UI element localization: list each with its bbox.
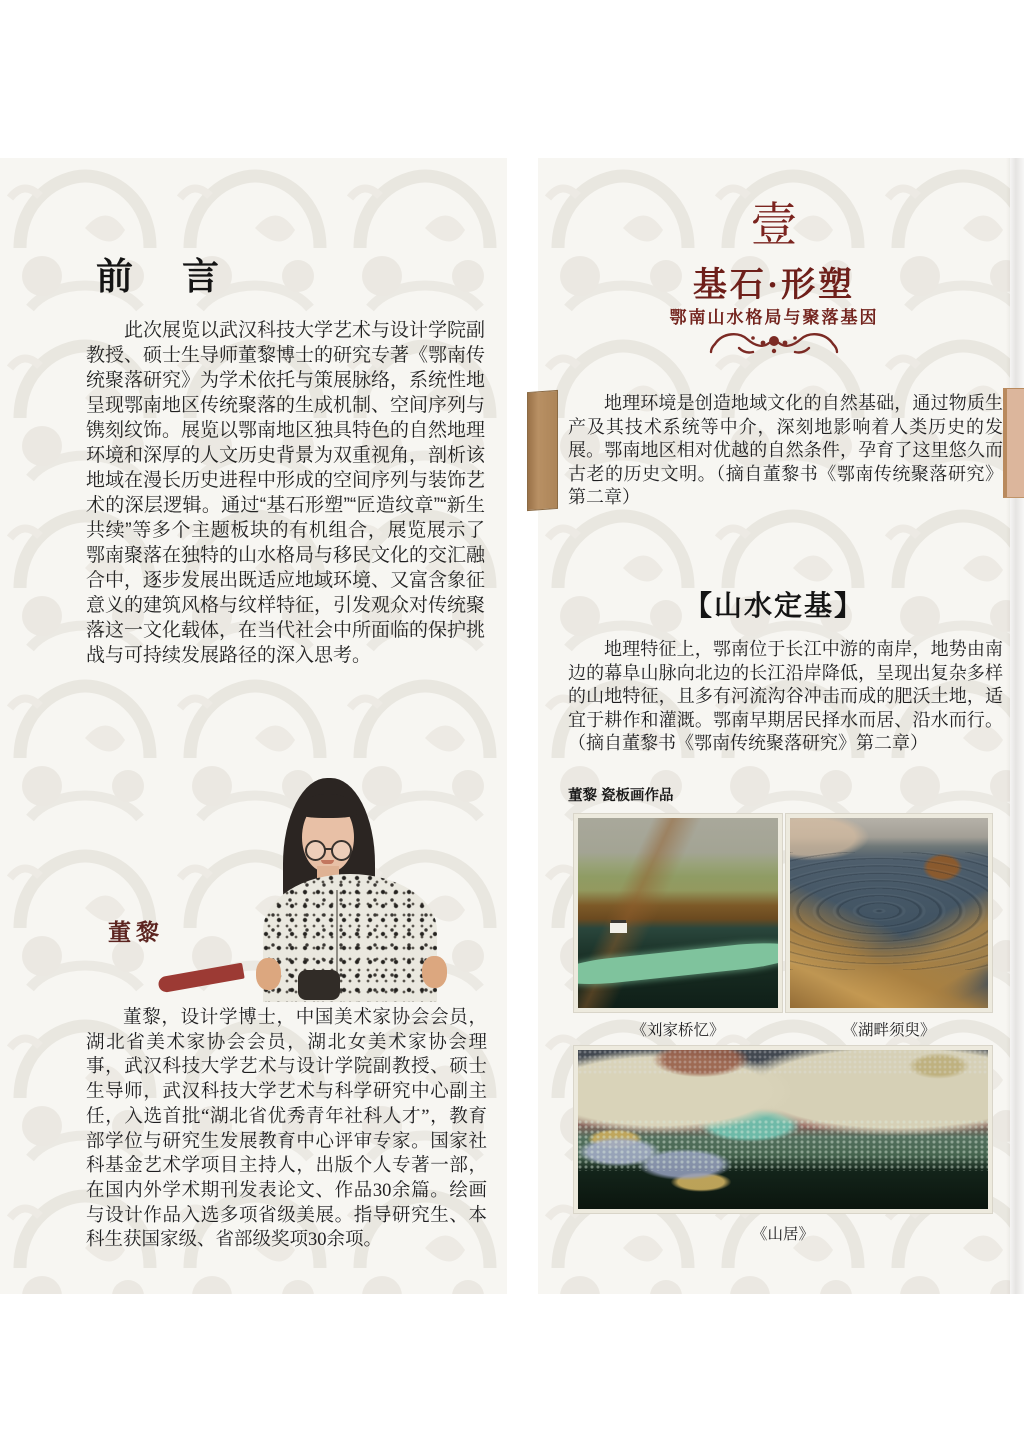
artwork-figure-shanju — [574, 1046, 992, 1243]
portrait-blouse — [263, 874, 437, 1002]
artwork-frame — [574, 1046, 992, 1213]
portrait-watch — [298, 970, 340, 1000]
artworks-group-caption: 董黎 瓷板画作品 — [568, 788, 674, 804]
page-title: 前 言 — [96, 257, 225, 298]
author-name-label: 董黎 — [108, 919, 164, 945]
artwork-image-hupan — [790, 818, 988, 1008]
artwork-image-liujiaqiao — [578, 818, 778, 1008]
portrait-right-hand — [422, 956, 447, 988]
chapter-number-seal: 壹 — [750, 200, 798, 252]
artwork-figure-hupan — [786, 814, 992, 1039]
glasses-right-lens — [331, 840, 352, 861]
preface-paragraph: 此次展览以武汉科技大学艺术与设计学院副教授、硕士生导师董黎博士的研究专著《鄂南传统聚落研究》为学术依托与策展脉络，系统性地呈现鄂南地区传统聚落的生成机制、空间序列与镌刻纹饰。展览以鄂南地区独具特色的自然地理环境和深厚的人文历史背景为双重视角，剖析该地域在漫长历史进程中形成的空间序列与装饰艺术的深层逻辑。通过“基石形塑”“匠造纹章”“新生共续”等多个主题板块的有机组合，展览展示了鄂南聚落在独特的山水格局与移民文化的交汇融合中，逐步发展出既适应地域环境、又富含象征意义的建筑风格与纹样特征，引发观众对传统聚落这一文化载体，在当代社会中所面临的保护挑战与可持续发展路径的深入思考。 — [86, 320, 486, 666]
author-bio: 董黎，设计学博士，中国美术家协会会员，湖北省美术家协会会员，湖北女美术家协会理事，武汉科技大学艺术与设计学院副教授、硕士生导师，武汉科技大学艺术与科学研究中心副主任，入选首批“湖北省优秀青年社科人才”，教育部学位与研究生发展教育中心评审专家。国家社科基金艺术学项目主持人，出版个人专著一部，在国内外学术期刊发表论文、作品30余篇。绘画与设计作品入选多项省级美展。指导研究生、本科生获国家级、省部级奖项30余项。 — [86, 1008, 487, 1251]
glasses-bridge — [324, 848, 333, 850]
artwork-image-shanju — [578, 1050, 988, 1209]
page-edge-shadow — [1006, 158, 1024, 1294]
artwork-frame — [786, 814, 992, 1012]
chapter-subtitle: 鄂南山水格局与聚落基因 — [669, 308, 879, 327]
artwork-caption: 《山居》 — [751, 1226, 814, 1243]
ornament-flourish-icon — [709, 328, 839, 358]
section-heading: 【山水定基】 — [683, 590, 864, 621]
chair-armrest — [157, 963, 244, 994]
artwork-figure-liujiaqiao — [574, 814, 782, 1039]
painting-house-shape — [610, 923, 627, 933]
artwork-caption: 《刘家桥忆》 — [631, 1022, 725, 1039]
page-right — [538, 158, 1010, 1294]
kraft-tab-left — [527, 390, 558, 511]
painting-water-swirls — [790, 852, 988, 970]
portrait-left-hand — [256, 958, 281, 990]
painting-river-shape — [574, 938, 782, 988]
chapter-intro-paragraph: 地理环境是创造地域文化的自然基础，通过物质生产及其技术系统等中介，深刻地影响着人类历史的发展。鄂南地区相对优越的自然条件，孕育了这里悠久而古老的历史文明。（摘自董黎书《鄂南传统聚落研究》第二章） — [568, 393, 1003, 507]
kraft-tab-right — [1003, 388, 1024, 498]
page-left — [0, 158, 507, 1294]
artwork-caption: 《湖畔须臾》 — [842, 1022, 936, 1039]
portrait-mouth — [321, 860, 334, 864]
painting-speckle-texture — [578, 1120, 988, 1171]
section-paragraph: 地理特征上，鄂南位于长江中游的南岸，地势由南边的幕阜山脉向北边的长江沿岸降低，呈现出复杂多样的山地特征，且多有河流沟谷冲击而成的肥沃土地，适宜于耕作和灌溉。鄂南早期居民择水而居、沿水而行。（摘自董黎书《鄂南传统聚落研究》第二章） — [568, 639, 1003, 753]
artwork-frame — [574, 814, 782, 1012]
glasses-left-lens — [305, 840, 326, 861]
author-photo — [150, 774, 450, 1004]
painting-speckle-texture — [578, 1050, 988, 1075]
chapter-title: 基石·形塑 — [692, 267, 856, 304]
